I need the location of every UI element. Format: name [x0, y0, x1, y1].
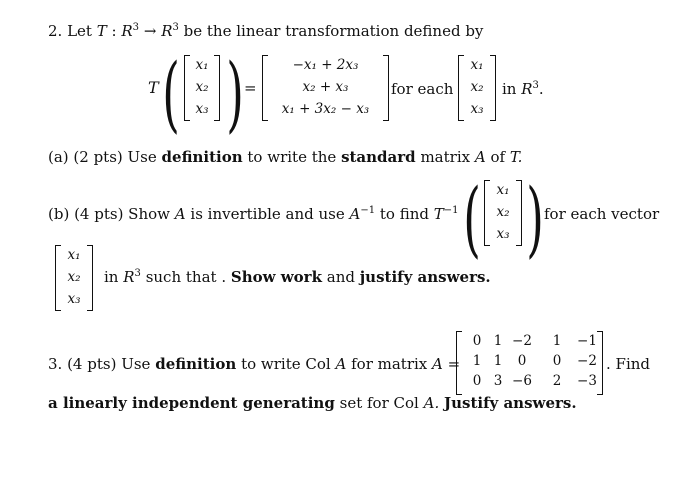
problem-number: 2. Let — [48, 22, 92, 40]
var-T: T — [433, 205, 444, 223]
right-paren: ) — [226, 47, 244, 142]
vector-entry: x₃ — [496, 226, 510, 242]
vector-entry: x₃ — [195, 101, 209, 117]
vector-entry: x₂ — [67, 269, 81, 285]
output-vector — [262, 55, 389, 121]
find-text: . Find — [606, 355, 651, 373]
for-each-text: for each — [391, 80, 454, 98]
vector-entry: x₁ — [67, 247, 81, 263]
vector-entry: x₃ — [470, 101, 484, 117]
vector-entry: x₁ + 3x₂ − x₃ — [281, 101, 370, 117]
exponent: 3 — [132, 22, 140, 33]
b-vector — [484, 180, 522, 246]
text: to find — [379, 205, 429, 223]
part-a — [48, 148, 522, 166]
text: for matrix — [351, 355, 428, 373]
matrix-entry: 2 — [552, 373, 562, 389]
for-each-vector-text: for each vector — [544, 205, 660, 223]
matrix-entry: −2 — [512, 333, 532, 349]
bold-lin-indep: a linearly independent generating — [48, 394, 335, 412]
exponent: −1 — [443, 205, 459, 216]
problem-3-line2 — [48, 394, 577, 412]
bold-justify: justify answers. — [359, 268, 491, 286]
statement-text: be the linear transformation defined by — [183, 22, 484, 40]
text: and — [326, 268, 355, 286]
var-T: T — [96, 22, 107, 40]
var-R: R — [123, 268, 135, 286]
text: set for Col — [339, 394, 419, 412]
bold-justify: Justify answers. — [444, 394, 577, 412]
vector-entry: x₃ — [67, 291, 81, 307]
period: . — [538, 80, 544, 98]
matrix-entry: 0 — [517, 353, 527, 369]
matrix-entry: 3 — [493, 373, 503, 389]
part-b — [48, 205, 459, 223]
left-paren: ( — [463, 172, 481, 267]
var-A: A. — [423, 394, 440, 412]
equals-sign: = — [447, 355, 461, 373]
matrix-entry: 0 — [552, 353, 562, 369]
matrix-entry: −6 — [512, 373, 532, 389]
var-R: R — [121, 22, 133, 40]
in-text: in — [502, 80, 517, 98]
var-A: A — [474, 148, 486, 166]
text: to write Col — [241, 355, 331, 373]
matrix-entry: 1 — [552, 333, 562, 349]
var-T: T. — [509, 148, 523, 166]
input-vector — [184, 55, 220, 121]
matrix-entry: −1 — [577, 333, 597, 349]
part-a-label: (a) (2 pts) Use — [48, 148, 157, 166]
matrix-entry: 0 — [472, 333, 482, 349]
matrix-entry: −3 — [577, 373, 597, 389]
matrix-entry: 1 — [493, 353, 503, 369]
text: such that . — [145, 268, 227, 286]
matrix-entry: 1 — [472, 353, 482, 369]
vector-entry: x₁ — [496, 182, 510, 198]
bold-show-work: Show work — [230, 268, 322, 286]
matrix-entry: 1 — [493, 333, 503, 349]
text: of — [490, 148, 506, 166]
text: is invertible and use — [190, 205, 345, 223]
left-paren: ( — [162, 47, 180, 142]
vector-entry: x₂ — [496, 204, 510, 220]
vector-entry: x₂ — [195, 79, 209, 95]
vector-entry: x₁ — [470, 57, 484, 73]
exponent: 3 — [172, 22, 179, 33]
bold-definition: definition — [155, 355, 237, 373]
problem-number: 3. (4 pts) Use — [48, 355, 151, 373]
exponent: 3 — [134, 268, 141, 279]
vector-entry: −x₁ + 2x₃ — [292, 57, 359, 73]
var-R: R — [521, 80, 533, 98]
problem-3-statement — [48, 355, 460, 373]
x-vector — [458, 55, 496, 121]
in-R3 — [502, 80, 544, 98]
T-symbol: T — [148, 78, 159, 97]
matrix-A — [456, 331, 603, 395]
part-b-line2 — [104, 268, 491, 286]
vector-entry: x₁ — [195, 57, 209, 73]
var-A: A — [174, 205, 186, 223]
exponent: 3 — [532, 80, 539, 91]
right-paren: ) — [526, 172, 544, 267]
matrix-entry: −2 — [577, 353, 597, 369]
vector-entry: x₂ — [470, 79, 484, 95]
var-A: A — [335, 355, 347, 373]
colon: : — [111, 22, 117, 40]
var-A: A — [349, 205, 361, 223]
equals-sign: = — [244, 79, 257, 97]
b2-vector — [55, 245, 93, 311]
var-A: A — [432, 355, 443, 373]
bold-standard: standard — [341, 148, 416, 166]
exponent: −1 — [360, 205, 376, 216]
var-R: R — [161, 22, 173, 40]
matrix-entry: 0 — [472, 373, 482, 389]
arrow: → — [143, 22, 157, 40]
problem-2-statement — [48, 22, 483, 40]
part-b-label: (b) (4 pts) Show — [48, 205, 170, 223]
text: in — [104, 268, 119, 286]
text: matrix — [420, 148, 471, 166]
bold-definition: definition — [161, 148, 243, 166]
vector-entry: x₂ + x₃ — [302, 79, 349, 95]
text: to write the — [247, 148, 337, 166]
